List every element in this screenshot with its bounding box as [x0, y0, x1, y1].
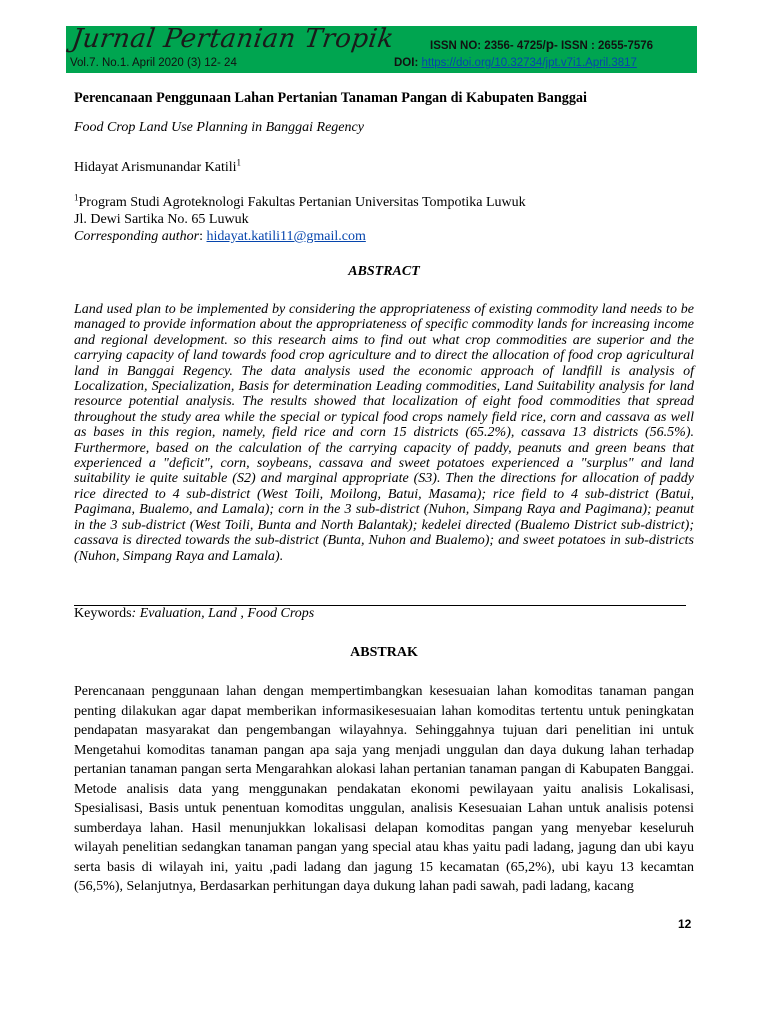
abstrak-heading: ABSTRAK — [350, 645, 418, 660]
issn-info — [430, 37, 653, 52]
affiliation-block — [74, 194, 526, 245]
volume-info: Vol.7. No.1. April 2020 (3) 12- 24 — [70, 57, 237, 69]
affiliation-superscript: 1 — [74, 192, 79, 203]
abstrak-body: Perencanaan penggunaan lahan dengan mempertimbangkan kesesuaian lahan komoditas tanaman pangan penting dilakukan agar dapat memberikan informasikesesuaian lahan komoditas tertentu untuk peningkatan pendapatan masyarakat dan pengembangan wilayahnya. Sehinggahnya tujuan dari penelitian ini untuk Mengetahui komoditas tanaman pangan apa saja yang menjadi unggulan dan daya dukung lahan terhadap pertanian tanaman pangan serta Mengarahkan alokasi lahan pertanian tanaman pangan di Kabupaten Banggai. Metode analisis data yang menggunakan pendakatan ekonomi pewilayaan yaitu analisis Lokalisasi, Spesialisasi, Basis untuk penentuan komoditas unggulan, analisis Kesesuaian Lahan untuk analisis potensi sumberdaya lahan. Hasil menunjukkan lokalisasi delapan komoditas pangan yang menyebar keseluruh wilayah penelitian sedangkan tanaman pangan yang special atau khas yaitu padi ladang, jagung dan ubi kayu serta basis di wilayah ini, yaitu ,padi ladang dan jagung 15 kecamatan (65,2%), ubi kayu 13 kecamtan (56,5%), Selanjutnya, Berdasarkan perhitungan daya dukung lahan padi sawah, padi ladang, kacang — [74, 684, 694, 894]
paper-title: Perencanaan Penggunaan Lahan Pertanian Tanaman Pangan di Kabupaten Banggai — [74, 90, 587, 106]
corresponding-label: Corresponding author — [74, 229, 200, 244]
issn-prefix: ISSN NO: 2356- 4725/ — [430, 40, 546, 52]
affiliation-line-2: Jl. Dewi Sartika No. 65 Luwuk — [74, 212, 249, 227]
keywords-label: Keywords — [74, 606, 132, 621]
abstract-body: Land used plan to be implemented by considering the appropriateness of existing commodity land needs to be managed to provide information about the appropriateness of specific commodity lands for increasing income and regional development. so this research aims to find out what crop commodities are superior and the carrying capacity of land towards food crop agriculture and to direct the allocation of food crop agricultural land in Banggai Regency. The data analysis used the economic approach of landfill is analysis of Localization, Specialization, Basis for determination Leading commodities, Land Suitability analysis for land resource potential analysis. The results showed that localization of eight food commodities that spread throughout the study area while the special or typical food crops namely field rice, corn and cassava as well as bases in this region, namely, field rice and corn 15 districts (65.2%), cassava 13 districts (56.5%). Furthermore, based on the calculation of the carrying capacity of paddy, peanuts and green beans that experienced a "deficit", corn, soybeans, cassava and sweet potatoes experienced a "surplus" and land suitability ie quite suitable (S2) and marginal appropriate (S3). Then the directions for allocation of paddy rice directed to 4 sub-district (West Toili, Moilong, Batui, Masama); rice field to 4 sub-district (Batui, Pagimana, Bualemo, and Lamala); corn in the 3 sub-district (Nuhon, Simpang Raya and Pagimana); peanut in the 3 sub-district (West Toili, Bunta and North Balantak); kedelei directed (Bualemo District sub-district); cassava is directed towards the sub-district (Bunta, Nuhon and Bualemo); and sweet potatoes in sub-districts (Nuhon, Simpang Raya and Lamala). — [74, 302, 694, 564]
abstract-heading: ABSTRACT — [348, 264, 420, 279]
doi-label: DOI: — [394, 57, 419, 69]
author-text: Hidayat Arismunandar Katili — [74, 160, 237, 175]
author-name — [74, 157, 242, 176]
issn-p: p — [545, 37, 554, 52]
author-superscript: 1 — [236, 157, 242, 168]
page-number: 12 — [678, 917, 692, 931]
keywords-value: : Evaluation, Land , Food Crops — [131, 606, 315, 621]
keywords-line — [74, 606, 314, 622]
affiliation-line-1 — [74, 194, 526, 211]
issn-suffix: - ISSN : 2655-7576 — [553, 40, 654, 52]
paper-subtitle: Food Crop Land Use Planning in Banggai Regency — [74, 120, 364, 135]
corresponding-author: Corresponding author: hidayat.katili11@gmail.com — [74, 229, 366, 244]
doi-info — [394, 57, 637, 69]
doi-link[interactable]: https://doi.org/10.32734/jpt.v7i1.April.3817 — [421, 57, 637, 69]
corresponding-email-link[interactable]: hidayat.katili11@gmail.com — [206, 229, 366, 244]
affiliation-text: Program Studi Agroteknologi Fakultas Pertanian Universitas Tompotika Luwuk — [78, 195, 526, 210]
journal-name: Jurnal Pertanian Tropik — [69, 24, 396, 54]
